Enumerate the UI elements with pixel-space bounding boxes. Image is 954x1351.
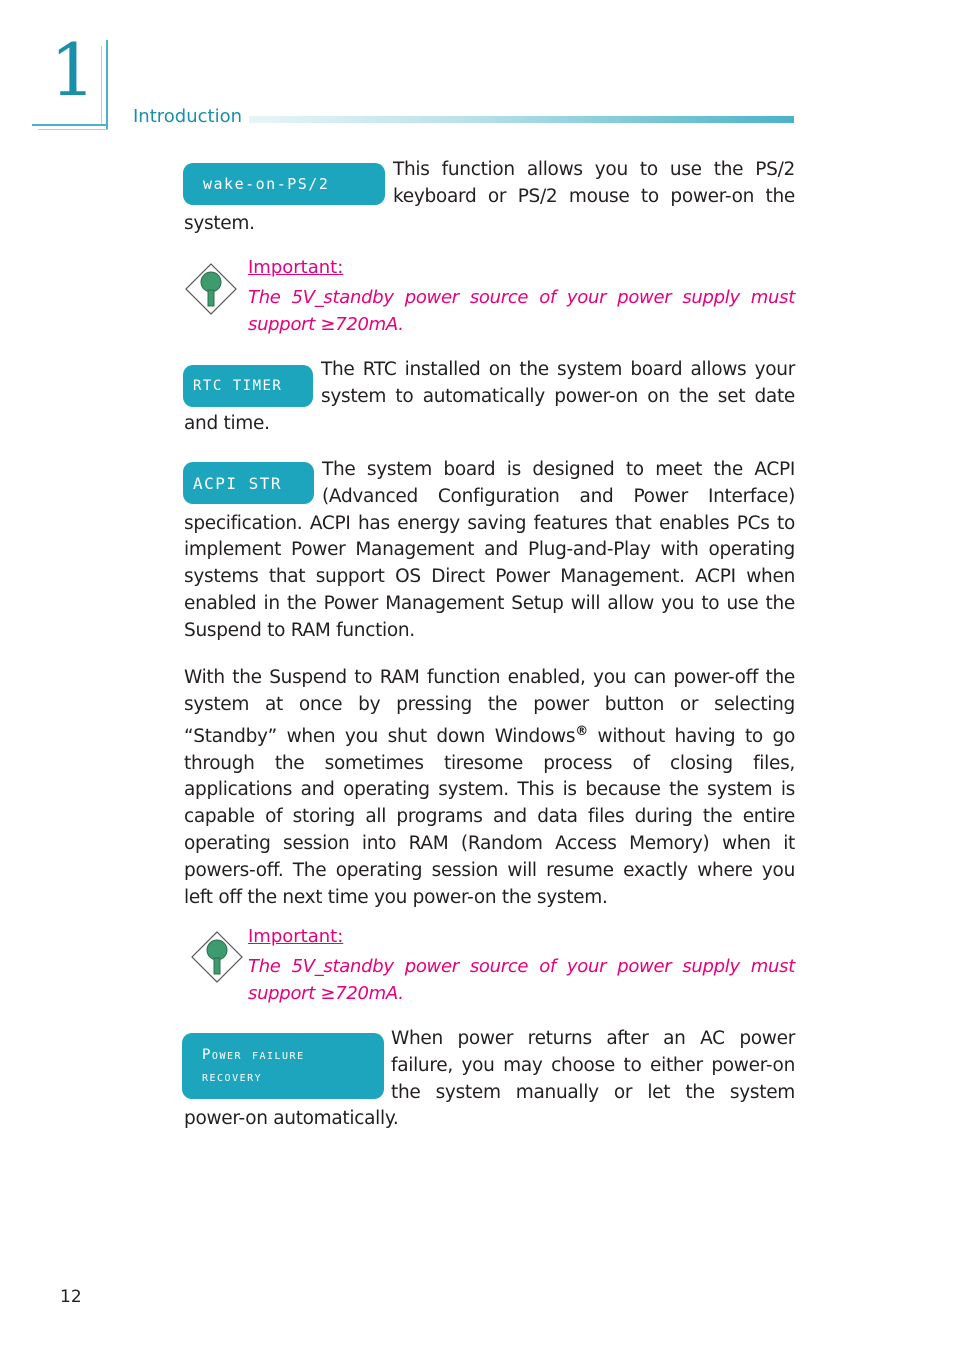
rtc-timer-label: RTC TIMER [193, 378, 283, 394]
rtc-paragraph [184, 357, 795, 437]
important-note-icon [190, 930, 244, 984]
page-number: 12 [60, 1287, 82, 1307]
note-text: The 5V_standby power source of your power supply must support ≥720mA. [248, 287, 795, 335]
acpi-text: The system board is designed to meet the ACPI (Advanced Configuration and Power Interface) specification. ACPI has energy saving features that enables PCs to implement Power Management and Plug-and-Play with operating systems that support OS Direct Power Management. ACPI when enabled in the Power Management Setup will allow you to use the Suspend to RAM function. [184, 459, 795, 641]
wake-ps2-label: wake-on-PS/2 [203, 175, 330, 193]
pfr-paragraph [184, 1026, 795, 1133]
important-note-icon [184, 262, 238, 316]
chapter-number: 1 [50, 28, 96, 112]
registered-mark: ® [575, 723, 588, 739]
chapter-frame-line [106, 40, 108, 130]
pfr-label-line1: Power failure [202, 1047, 305, 1063]
str-text-after: without having to go through the sometimes tiresome process of closing files, applications and operating system. This is because the system is capable of storing all programs and data files during the entire operating session into RAM (Random Access Memory) when it powers-off. The operating session will resume exactly where you left off the next time you power-on the system. [184, 725, 796, 908]
note-text: The 5V_standby power source of your power supply must support ≥720mA. [248, 956, 795, 1004]
chapter-frame-line [32, 124, 108, 126]
section-title: Introduction [133, 106, 243, 127]
acpi-paragraph [184, 457, 795, 645]
pfr-text: When power returns after an AC power failure, you may choose to either power-on the system manually or let the system power-on automatically. [184, 1028, 795, 1130]
wake-ps2-text: This function allows you to use the PS/2 keyboard or PS/2 mouse to power-on the system. [184, 159, 795, 234]
wake-ps2-paragraph [184, 157, 795, 237]
rtc-text: The RTC installed on the system board allows your system to automatically power-on on the set date and time. [184, 359, 795, 434]
pfr-label-line2: recovery [202, 1069, 263, 1085]
chapter-frame-line [101, 46, 102, 126]
acpi-str-label: ACPI STR [193, 473, 283, 493]
title-gradient-bar [249, 116, 794, 123]
str-text-before: With the Suspend to RAM function enabled, you can power-off the system at once by pressing the power button or selecting “Standby” when you shut down Windows [184, 667, 795, 747]
note-title: Important: [248, 257, 344, 278]
chapter-frame-line [38, 129, 108, 130]
str-paragraph [184, 665, 795, 911]
note-title: Important: [248, 926, 344, 947]
